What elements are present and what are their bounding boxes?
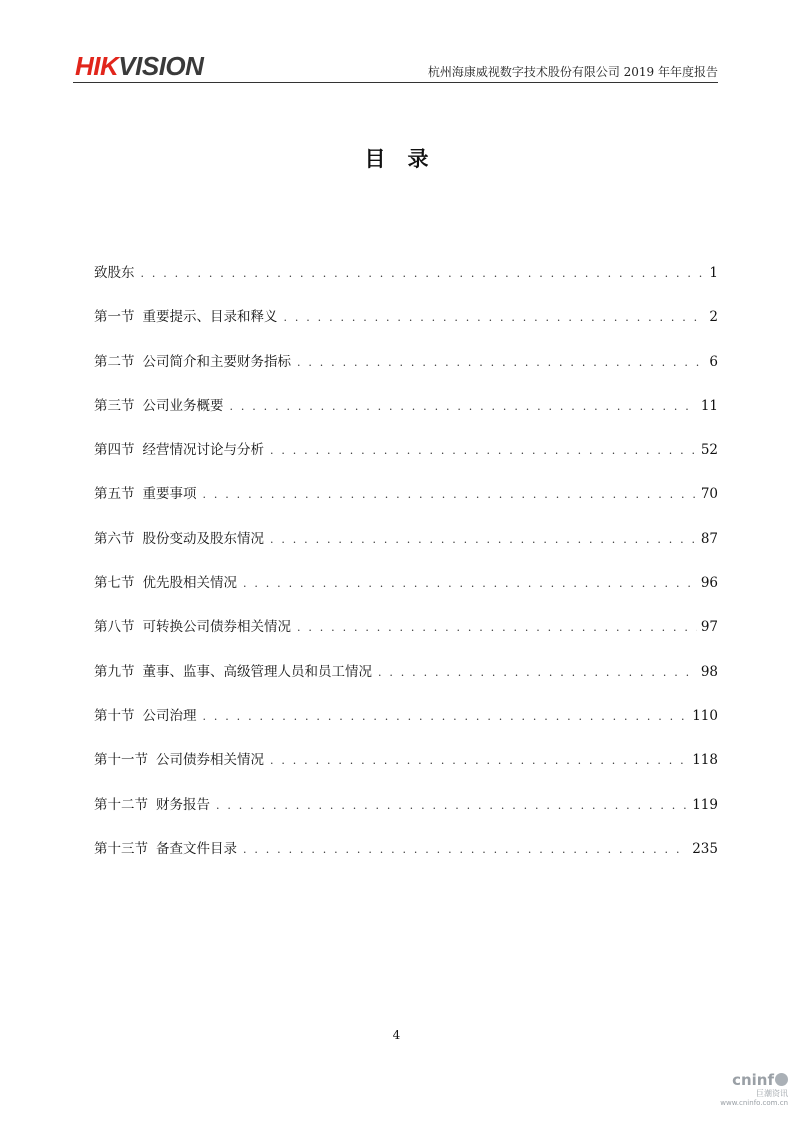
toc-page-number: 118 <box>692 752 718 769</box>
logo-hik-text: HIK <box>75 51 119 81</box>
toc-section-title: 优先股相关情况 <box>142 575 237 592</box>
toc-entry[interactable] <box>94 572 718 616</box>
cninfo-chinese-name: 巨潮资讯 <box>756 1089 788 1098</box>
cninfo-swirl-icon <box>775 1073 788 1086</box>
toc-entry[interactable] <box>94 616 718 660</box>
page-header <box>73 50 718 83</box>
toc-section-number: 第六节 <box>94 530 135 547</box>
toc-entry[interactable] <box>94 838 718 882</box>
toc-section-number: 第四节 <box>94 442 135 459</box>
toc-section-number: 第五节 <box>94 486 135 503</box>
toc-section-number: 第二节 <box>94 353 135 370</box>
toc-section-number: 第八节 <box>94 619 135 636</box>
toc-page-number: 110 <box>692 707 718 724</box>
toc-entry[interactable] <box>94 439 718 483</box>
toc-entry[interactable] <box>94 351 718 395</box>
toc-leader-dots <box>230 396 697 418</box>
toc-leader-dots <box>297 352 705 374</box>
toc-leader-dots <box>284 307 706 329</box>
toc-page-number: 52 <box>700 442 718 459</box>
toc-entry[interactable] <box>94 528 718 572</box>
toc-page-number: 1 <box>709 265 718 281</box>
page-number: 4 <box>392 1028 401 1042</box>
toc-leader-dots <box>203 706 689 728</box>
toc-section-number: 第七节 <box>94 575 135 592</box>
toc-section-title: 股份变动及股东情况 <box>142 530 264 547</box>
toc-section-title: 经营情况讨论与分析 <box>142 442 264 459</box>
toc-leader-dots <box>270 750 688 772</box>
toc-section-title: 公司债券相关情况 <box>156 752 264 769</box>
toc-heading: 目录 <box>364 147 451 171</box>
toc-page-number: 98 <box>700 663 718 680</box>
toc-page-number: 119 <box>692 796 718 813</box>
toc-page-number: 2 <box>709 309 718 326</box>
toc-entry[interactable] <box>94 705 718 749</box>
toc-entry[interactable] <box>94 306 718 350</box>
toc-page-number: 96 <box>700 575 718 592</box>
toc-section-title: 备查文件目录 <box>156 840 237 857</box>
toc-leader-dots <box>243 573 697 595</box>
toc-section-number: 第十三节 <box>94 840 148 857</box>
toc-section-number: 第十一节 <box>94 752 148 769</box>
toc-section-number: 第三节 <box>94 397 135 414</box>
cninfo-watermark <box>718 1072 788 1112</box>
toc-section-title: 重要事项 <box>142 486 197 503</box>
cninfo-url: www.cninfo.com.cn <box>720 1099 788 1107</box>
toc-entry[interactable] <box>94 794 718 838</box>
toc-leader-dots <box>270 440 697 462</box>
toc-page-number: 6 <box>709 353 718 370</box>
toc-section-title: 公司简介和主要财务指标 <box>142 353 291 370</box>
toc-entry[interactable] <box>94 483 718 527</box>
toc-section-title: 重要提示、目录和释义 <box>142 309 278 326</box>
toc-section-number: 第十节 <box>94 707 135 724</box>
toc-page-number: 70 <box>700 486 718 503</box>
toc-leader-dots <box>216 795 688 817</box>
toc-section-number: 第十二节 <box>94 796 148 813</box>
logo-vision-text: VISION <box>118 51 204 81</box>
toc-page-number: 235 <box>692 840 718 857</box>
toc-entry[interactable] <box>94 395 718 439</box>
toc-leader-dots <box>141 263 706 285</box>
hikvision-logo <box>75 52 203 80</box>
cninfo-logo-text: cninf <box>732 1071 774 1089</box>
toc-page-number: 97 <box>700 619 718 636</box>
toc-leader-dots <box>297 617 697 639</box>
toc-leader-dots <box>203 484 697 506</box>
toc-section-title: 公司业务概要 <box>142 397 224 414</box>
toc-leader-dots <box>378 662 697 684</box>
report-title: 杭州海康威视数字技术股份有限公司 2019 年年度报告 <box>427 65 718 79</box>
toc-leader-dots <box>243 839 688 861</box>
toc-section-title: 公司治理 <box>142 707 197 724</box>
toc-section-title: 致股东 <box>94 265 135 281</box>
toc-page-number: 87 <box>700 530 718 547</box>
toc-section-number: 第九节 <box>94 663 135 680</box>
toc-leader-dots <box>270 529 697 551</box>
cninfo-logo <box>718 1072 788 1089</box>
toc-section-title: 可转换公司债券相关情况 <box>142 619 291 636</box>
toc-section-title: 财务报告 <box>156 796 210 813</box>
toc-entry[interactable] <box>94 262 718 306</box>
toc-entry[interactable] <box>94 661 718 705</box>
toc-entry[interactable] <box>94 749 718 793</box>
toc-section-number: 第一节 <box>94 309 135 326</box>
toc-page-number: 11 <box>700 397 718 414</box>
toc-section-title: 董事、监事、高级管理人员和员工情况 <box>142 663 372 680</box>
table-of-contents <box>94 262 718 882</box>
